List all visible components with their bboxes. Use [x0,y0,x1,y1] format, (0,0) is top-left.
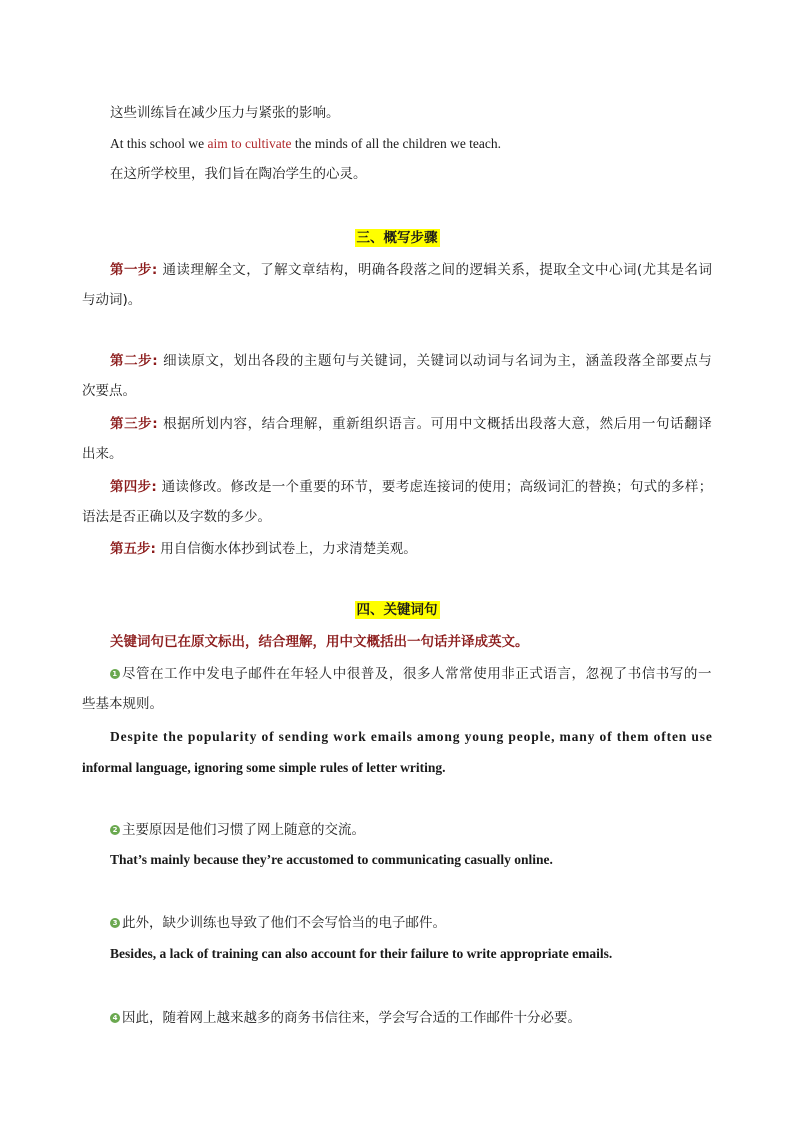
step-1-label: 第一步: [110,262,158,278]
intro-en-highlight: aim to cultivate [207,136,292,151]
step-5-text-1: 用自信衡水体抄到试卷上，力求清楚美观。 [155,541,417,557]
step-5-line-1 [110,539,417,559]
step-5-label: 第五步: [110,541,156,557]
step-2-line-2: 次要点。 [82,383,136,399]
step-1-line-1 [110,260,712,280]
intro-cn-line-3: 在这所学校里，我们旨在陶冶学生的心灵。 [110,166,367,182]
step-1-line-2: 与动词)。 [82,292,142,308]
section4-title-text: 四、关键词句 [356,602,438,618]
item-3-cn-line-1 [110,913,446,933]
number-4-icon: 4 [110,1013,120,1023]
section4-title [0,600,794,620]
step-4-line-2: 语法是否正确以及字数的多少。 [82,509,271,525]
step-3-line-1 [110,414,712,434]
item-2-cn-text-1: 主要原因是他们习惯了网上随意的交流。 [122,822,365,838]
step-4-text-1: 通读修改。修改是一个重要的环节，要考虑连接词的使用；高级词汇的替换；句式的多样； [157,479,713,495]
step-2-text-1: 细读原文，划出各段的主题句与关键词，关键词以动词与名词为主，涵盖段落全部要点与 [158,353,713,369]
number-1-icon: 1 [110,669,120,679]
step-2-label: 第二步: [110,353,159,369]
intro-en-sentence [110,134,501,154]
step-3-text-1: 根据所划内容，结合理解，重新组织语言。可用中文概括出段落大意，然后用一句话翻译 [158,416,713,432]
step-4-line-1 [110,477,712,497]
item-4-cn-line-1 [110,1008,581,1028]
item-2-cn-line-1 [110,820,365,840]
intro-cn-line-1: 这些训练旨在减少压力与紧张的影响。 [110,105,340,121]
item-1-cn-line-2: 些基本规则。 [82,696,163,712]
item-1-cn-text-1: 尽管在工作中发电子邮件在年轻人中很普及，很多人常常使用非正式语言，忽视了书信书写的一 [122,666,712,682]
item-4-cn-text-1: 因此，随着网上越来越多的商务书信往来，学会写合适的工作邮件十分必要。 [122,1010,581,1026]
item-3-en-line-1: Besides, a lack of training can also account for their failure to write appropriate emails. [110,946,613,961]
item-1-cn-line-1 [110,664,712,684]
item-3-cn-text-1: 此外，缺少训练也导致了他们不会写恰当的电子邮件。 [122,915,446,931]
item-2-en-line-1: That’s mainly because they’re accustomed to communicating casually online. [110,852,553,867]
step-2-line-1 [110,351,712,371]
intro-en-suffix: the minds of all the children we teach. [291,136,502,151]
step-1-text-1: 通读理解全文，了解文章结构，明确各段落之间的逻辑关系，提取全文中心词(尤其是名词 [157,262,713,278]
item-1-en-line-2: informal language, ignoring some simple rules of letter writing. [82,760,446,775]
step-3-line-2: 出来。 [82,446,123,462]
section3-title-text: 三、概写步骤 [356,230,438,246]
intro-en-prefix: At this school we [110,136,208,151]
section3-title [0,228,794,248]
number-3-icon: 3 [110,918,120,928]
step-3-label: 第三步: [110,416,159,432]
number-2-icon: 2 [110,825,120,835]
step-4-label: 第四步: [110,479,157,495]
section4-instruction: 关键词句已在原文标出，结合理解，用中文概括出一句话并译成英文。 [110,634,529,650]
item-1-en-line-1: Despite the popularity of sending work emails among young people, many of them often use [110,729,713,744]
